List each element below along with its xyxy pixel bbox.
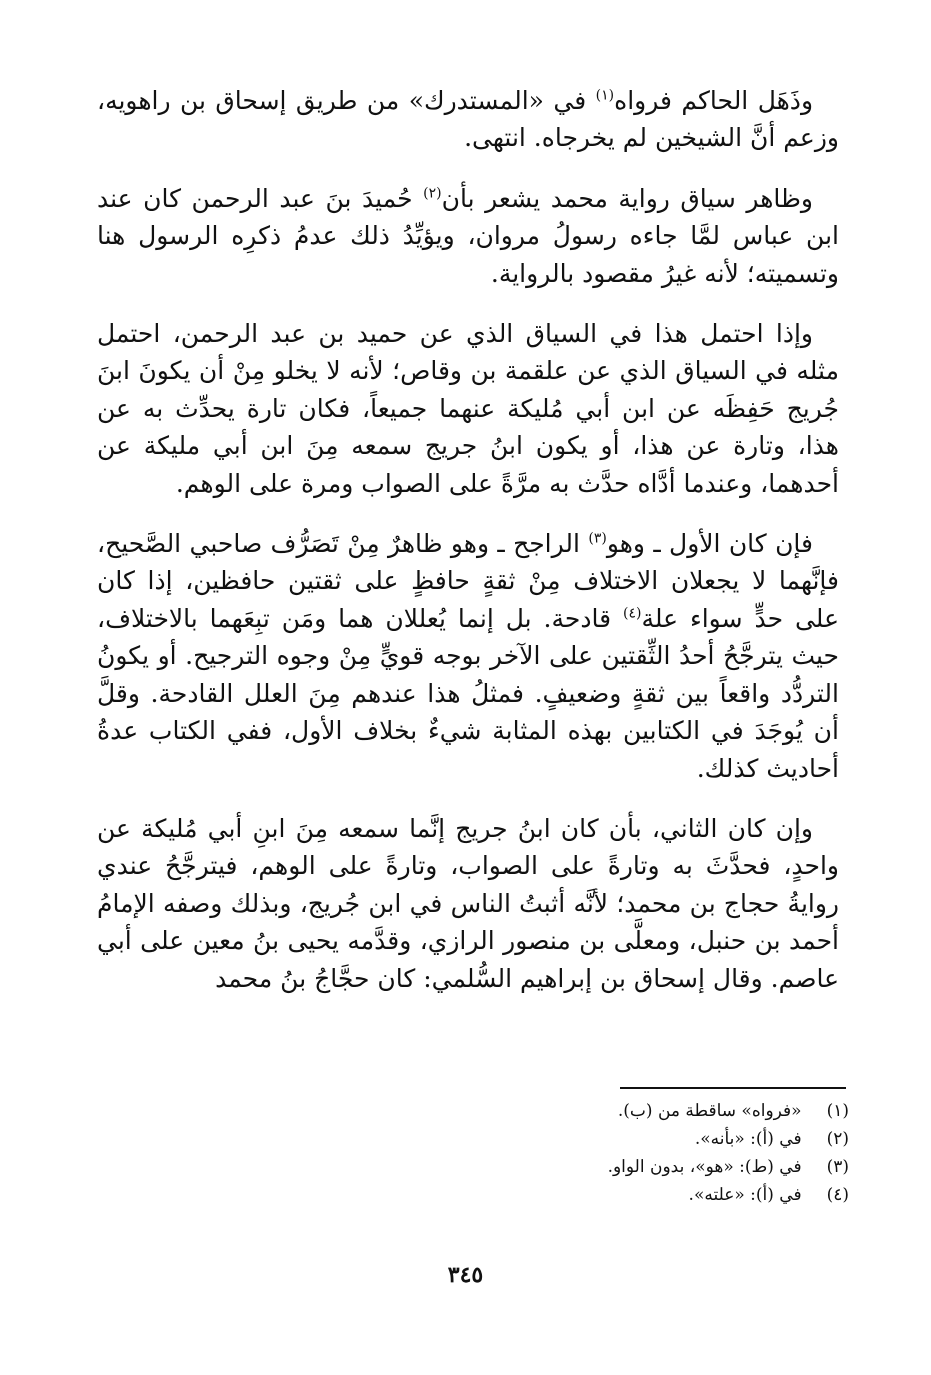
main-text: [97, 82, 839, 1020]
footnote-marker: (٤): [622, 605, 642, 622]
footnote-3: [97, 1153, 849, 1181]
footnote-divider: [620, 1087, 846, 1089]
footnote-text: في (ط): «هو»، بدون الواو.: [607, 1157, 802, 1177]
footnote-text: في (أ): «علته».: [688, 1185, 802, 1205]
footnote-2: [97, 1125, 849, 1153]
paragraph-3: [97, 315, 839, 502]
footnote-number: (١): [826, 1101, 849, 1121]
footnote-marker: (١): [595, 87, 615, 104]
paragraph-text: في «المستدرك» من طريق إسحاق بن راهويه، وزعم أنَّ الشيخين لم يخرجاه. انتهى.: [97, 86, 839, 153]
paragraph-4: [97, 525, 839, 787]
footnote-number: (٢): [826, 1129, 849, 1149]
paragraph-text: حُميدَ بنَ عبد الرحمن كان عند ابن عباس لمَّا جاءه رسولُ مروان، ويؤيِّدُ ذلك عدمُ ذكرِه الرسول هنا وتسميته؛ لأنه غيرُ مقصود بالرواية.: [97, 183, 839, 288]
paragraph-2: [97, 180, 839, 292]
footnote-number: (٣): [826, 1157, 849, 1177]
footnote-marker: (٢): [423, 185, 442, 202]
footnote-marker: (٣): [588, 530, 607, 547]
footnote-text: في (أ): «بأنه».: [694, 1129, 802, 1149]
paragraph-text: وإن كان الثاني، بأن كان ابنُ جريج إنَّما سمعه مِنَ ابنِ أبي مُليكة عن واحدٍ، فحدَّثَ به وتارةً على الصواب، وتارةً على الوهم، فيترجَّحُ عندي روايةُ حجاج بن محمد؛ لأنَّه أثبتُ الناس في ابن جُريج، وبذلك وصفه الإمامُ أحمد بن حنبل، ومعلَّى بن منصور الرازي، وقدَّمه يحيى بنُ معين على أبي عاصم. وقال إسحاق بن إبراهيم السُّلمي: كان حجَّاجُ بنُ محمد: [97, 813, 839, 993]
paragraph-text: وذَهَل الحاكم فرواه: [614, 86, 814, 115]
footnote-1: [97, 1097, 849, 1125]
footnote-4: [97, 1181, 849, 1209]
paragraph-text: وظاهر سياق رواية محمد يشعر بأن: [441, 183, 813, 213]
paragraph-1: [97, 82, 839, 157]
page-number: ٣٤٥: [447, 1262, 484, 1288]
paragraph-5: [97, 810, 839, 997]
footnote-number: (٤): [826, 1185, 849, 1205]
footnote-text: «فرواه» ساقطة من (ب).: [617, 1101, 802, 1121]
paragraph-text: فإن كان الأول ـ وهو: [606, 529, 813, 559]
paragraph-text: قادحة. بل إنما يُعللان هما ومَن تبِعَهما بالاختلاف، حيث يترجَّحُ أحدُ الثِّقتين على الآخر بوجه قويٍّ مِنْ وجوه الترجيح. أو يكونُ التردُّد واقعاً بين ثقةٍ وضعيفٍ. فمثلُ هذا عندهم مِنَ العلل القادحة. وقلَّ أن يُوجَدَ في الكتابين بهذه المثابة شيءٌ بخلاف الأول، ففي الكتاب عدةُ أحاديث كذلك.: [97, 603, 839, 783]
paragraph-text: وإذا احتمل هذا في السياق الذي عن حميد بن عبد الرحمن، احتمل مثله في السياق الذي عن علقمة بن وقاص؛ لأنه لا يخلو مِنْ أن يكونَ ابنَ جُريج حَفِظَه عن ابن أبي مُليكة عنهما جميعاً، فكان تارة يحدِّث به عن هذا، وتارة عن هذا، أو يكون ابنُ جريج سمعه مِنَ ابن أبي مليكة عن أحدهما، وعندما أدَّاه حدَّث به مرَّةً على الصواب ومرة على الوهم.: [97, 319, 839, 498]
footnotes: [97, 1097, 849, 1209]
paragraph-text: الراجح ـ وهو ظاهرٌ مِنْ تَصَرُّف صاحبي الصَّحيح، فإنَّهما لا يجعلان الاختلاف مِنْ ثقةٍ حافظٍ على ثقتين حافظين، إذا كان على حدٍّ سواء علة: [97, 529, 839, 633]
